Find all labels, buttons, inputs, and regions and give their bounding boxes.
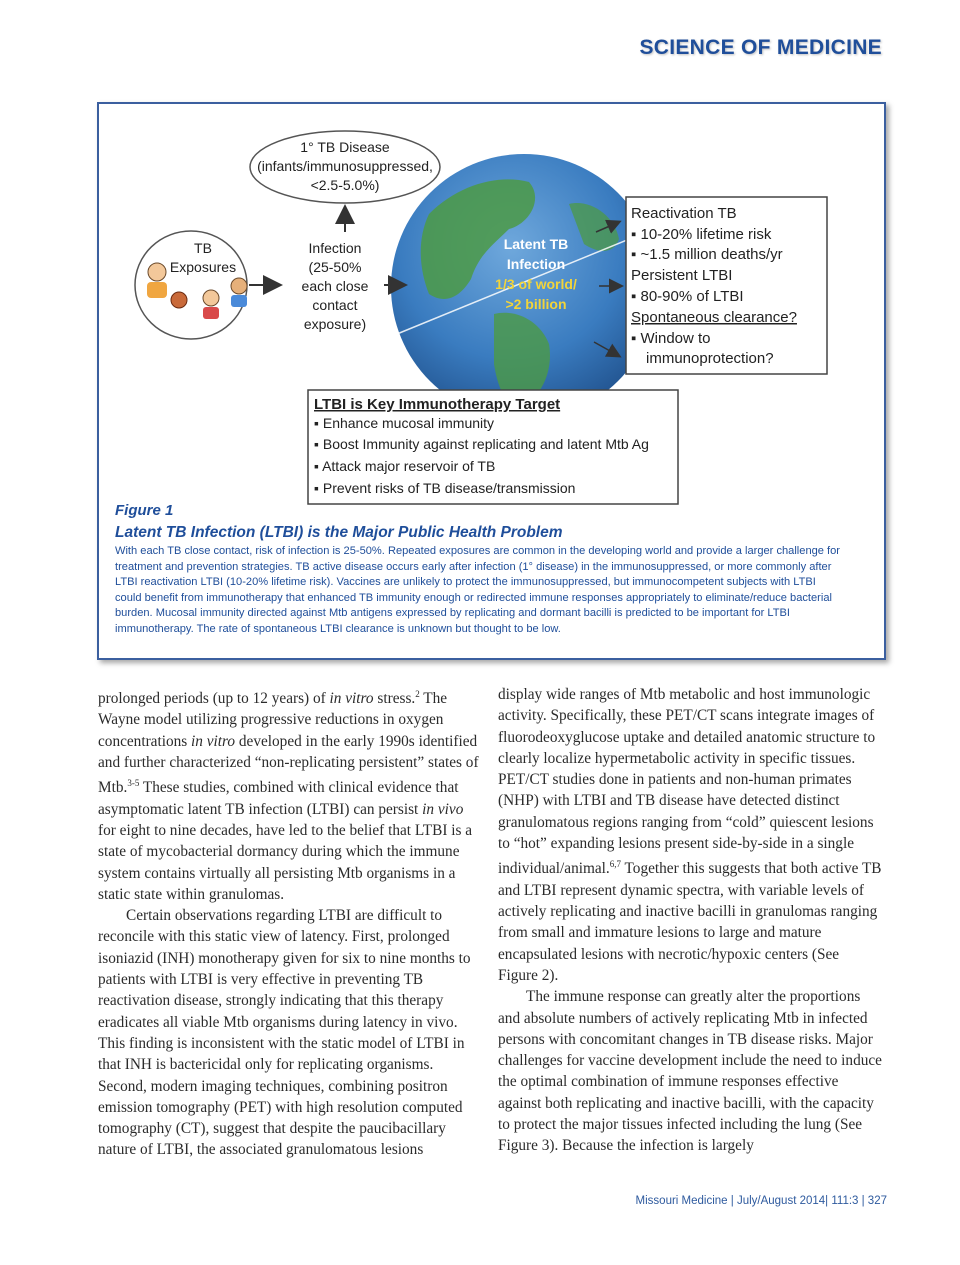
text-run: for eight to nine decades, have led to the belief that LTBI is a state of mycobacterial dormancy during which the immune system contains virtually all persisting Mtb organisms in a static state within granulomas. (98, 821, 473, 903)
clearance-item-2: immunoprotection? (646, 350, 774, 367)
clearance-item-1: ▪ Window to (631, 330, 711, 347)
right-paragraph-2: The immune response can greatly alter the proportions and absolute numbers of actively replicating Mtb in infected persons with concomitant changes in TB disease risks. Major challenges for vaccine development include the need to induce the optimal combination of immune responses effective against both replicating and inactive bacilli, with the capacity to protect the major tissues infected including the lung (See Figure 3). Because the infection is largely (498, 988, 882, 1155)
exposures-line-1: TB (194, 240, 212, 256)
left-paragraph-1 (98, 684, 482, 905)
reactivation-item-1: ▪ 10-20% lifetime risk (631, 226, 772, 243)
italic-run: in vitro (329, 690, 374, 708)
exposures-line-2: Exposures (169, 259, 237, 275)
clearance-title: Spontaneous clearance? (631, 309, 797, 326)
section-title: SCIENCE OF MEDICINE (639, 36, 882, 59)
body-column-left (98, 684, 482, 1161)
right-paragraph-1 (498, 684, 882, 986)
infection-line-2: (25-50% (308, 259, 362, 275)
globe-label-2: Infection (506, 256, 566, 272)
italic-run: in vitro (191, 732, 236, 750)
body-column-right (498, 684, 882, 1157)
globe-label-3: 1/3 of world/ (495, 276, 577, 292)
target-title: LTBI is Key Immunotherapy Target (314, 396, 561, 413)
citation-superscript: 2 (415, 689, 420, 699)
text-run: These studies, combined with clinical evidence that asymptomatic latent TB infection (LTBI) can persist (98, 779, 459, 818)
infection-line-4: contact (312, 297, 358, 313)
infection-line-5: exposure) (303, 316, 367, 332)
reactivation-title: Reactivation TB (631, 205, 737, 222)
globe-label-1: Latent TB (503, 236, 569, 252)
text-run: prolonged periods (up to 12 years) of (98, 690, 330, 708)
primary-disease-line-1: 1° TB Disease (300, 139, 390, 155)
target-item-3: ▪ Attack major reservoir of TB (314, 458, 496, 474)
figure-caption: With each TB close contact, risk of infection is 25-50%. Repeated exposures are common in the developing world and provide a larger challenge for treatment and prevention strategies. TB active disease occurs early after infection (1° disease) in the immunosuppressed, or more commonly after LTBI reactivation LTBI (10-20% lifetime risk). Vaccines are unlikely to protect the immunosuppressed, but immunocompetent subjects with LTBI could benefit from immunotherapy that enhanced TB immunity enough or redirected immune responses appropriately to eliminate/reduce bacterial burden. Mucosal immunity directed against Mtb antigens expressed by replicating and dormant bacilli is predicted to be important for LTBI immunotherapy. The rate of spontaneous LTBI clearance is unknown but thought to be low. (115, 545, 840, 635)
reactivation-item-2: ▪ ~1.5 million deaths/yr (631, 246, 783, 263)
figure-label: Figure 1 (115, 502, 174, 519)
figure-1 (97, 102, 886, 660)
infection-line-3: each close (301, 278, 369, 294)
citation-superscript: 3-5 (127, 778, 140, 789)
citation-superscript: 6,7 (609, 859, 621, 870)
target-item-2: ▪ Boost Immunity against replicating and latent Mtb Ag (314, 436, 649, 452)
text-run: developed in the early 1990s identified and further characterized “non-replicating persistent” states of Mtb. (98, 732, 479, 797)
text-run: The Wayne model utilizing progressive reductions in oxygen concentrations (98, 690, 448, 750)
page-footer: Missouri Medicine | July/August 2014| 111:3 | 327 (635, 1195, 887, 1207)
left-paragraph-2: Certain observations regarding LTBI are difficult to reconcile with this static view of latency. First, prolonged isoniazid (INH) monotherapy given for six to nine months to patients with LTBI is very effective in preventing TB reactivation disease, strongly indicating that this therapy eradicates all viable Mtb organisms during latency in vivo. This finding is inconsistent with the static model of LTBI in that INH is bactericidal only for replicating organisms. Second, modern imaging techniques, combining positron emission tomography (PET) with high resolution computed tomography (CT), suggest that despite the paucibacillary nature of LTBI, the associated granulomatous lesions (98, 907, 471, 1159)
text-run: Together this suggests that both active TB and LTBI represent dynamic spectra, with variable levels of actively replicating and inactive bacilli in granulomas ranging from small and immature lesions to large and mature encapsulated lesions with necrotic/hypoxic centers (See Figure 2). (498, 860, 882, 984)
primary-disease-line-2: (infants/immunosuppressed, (257, 158, 433, 174)
outcomes-box (626, 197, 827, 374)
figure-diagram (99, 104, 884, 509)
text-run: stress. (373, 690, 416, 708)
target-item-1: ▪ Enhance mucosal immunity (314, 415, 495, 431)
persistent-title: Persistent LTBI (631, 267, 733, 284)
italic-run: in vivo (422, 800, 464, 818)
primary-disease-line-3: <2.5-5.0%) (310, 177, 380, 193)
text-run: display wide ranges of Mtb metabolic and host immunologic activity. Specifically, these PET/CT scans integrate images of fluorodeoxyglucose uptake and detailed anatomic structure to clearly localize hypermetabolic activity in specific tissues. PET/CT studies done in patients and non-human primates (NHP) with LTBI and TB disease have detected distinct granulomatous regions ranging from “cold” quiescent lesions to “hot” expanding lesions present side-by-side in a single individual/animal. (498, 686, 876, 878)
target-item-4: ▪ Prevent risks of TB disease/transmission (314, 480, 576, 496)
figure-title: Latent TB Infection (LTBI) is the Major Public Health Problem (115, 524, 563, 541)
persistent-item-1: ▪ 80-90% of LTBI (631, 288, 744, 305)
infection-line-1: Infection (308, 240, 362, 256)
globe-label-4: >2 billion (505, 296, 567, 312)
